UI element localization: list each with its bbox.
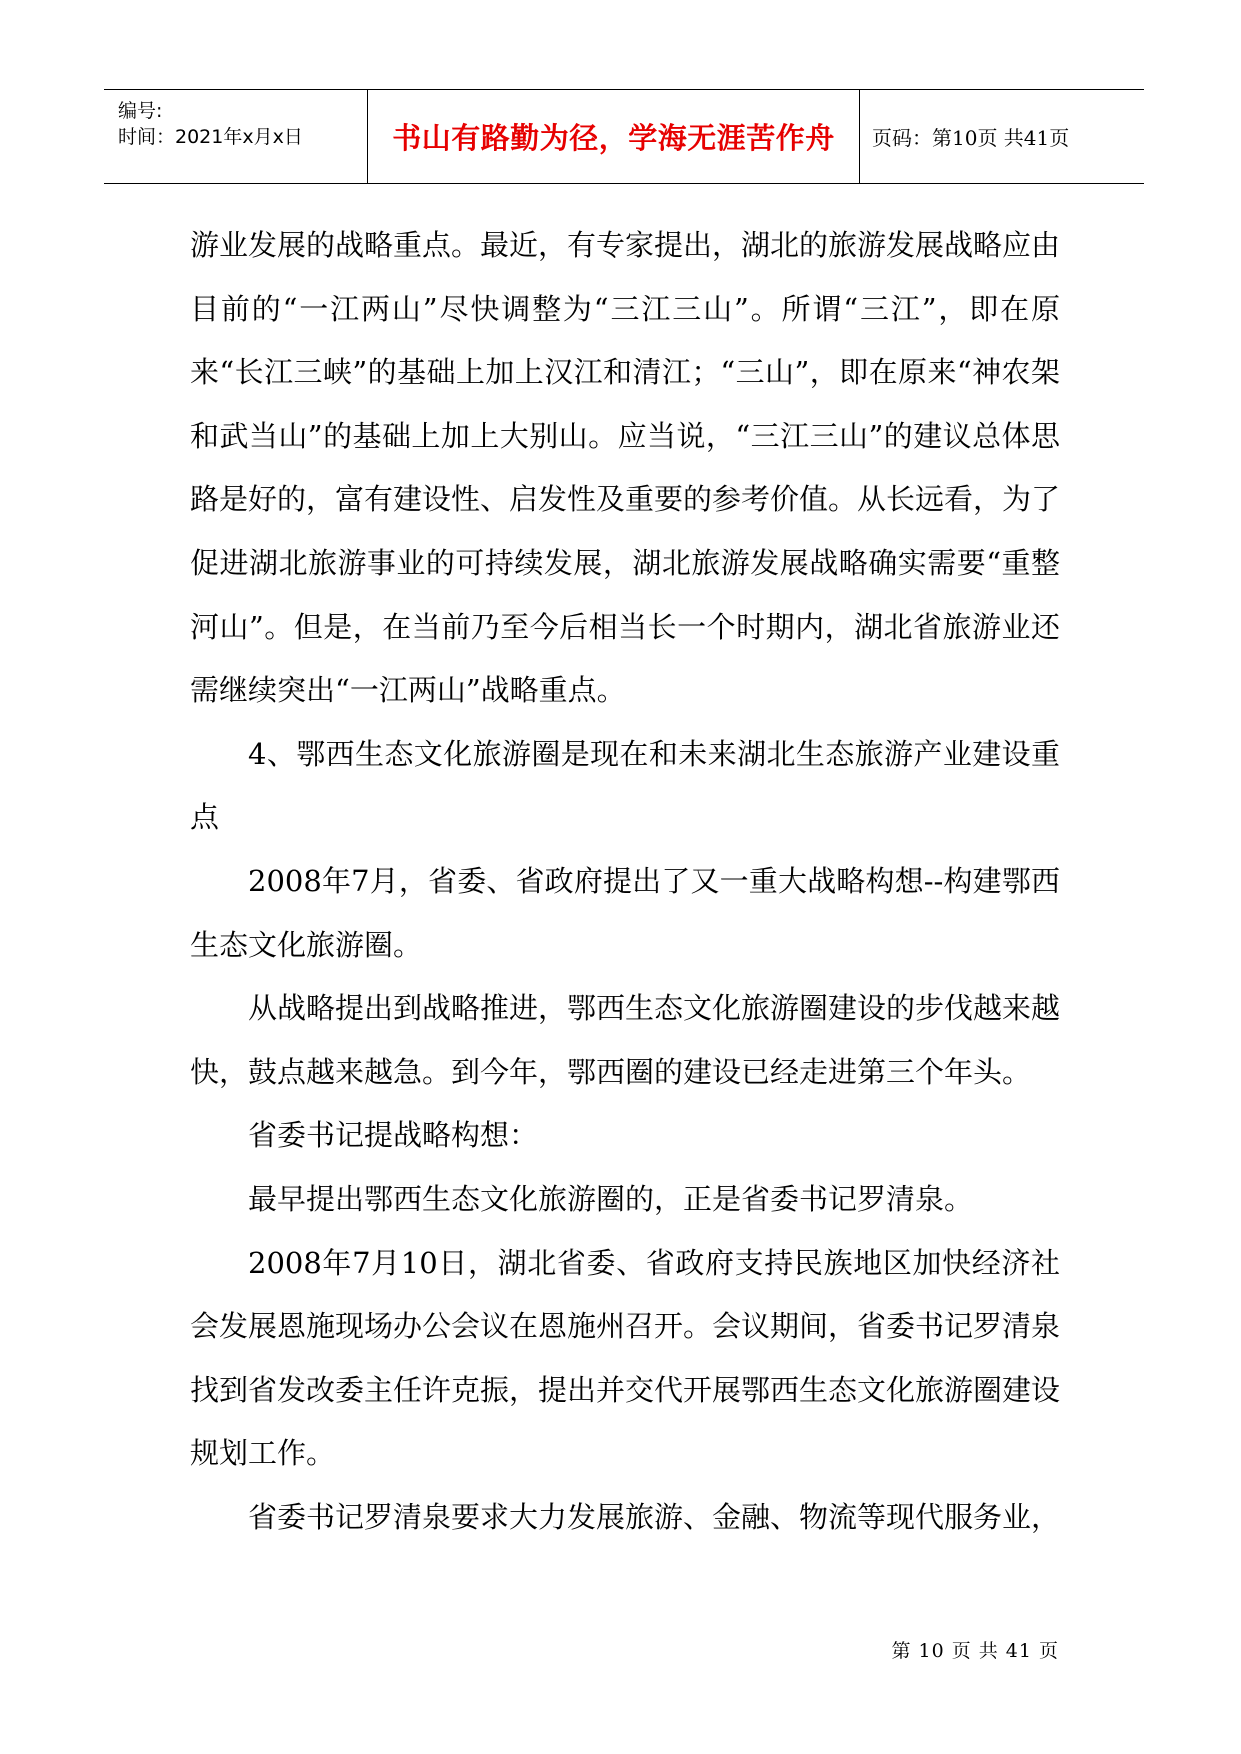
header-page-cell (860, 90, 1144, 183)
page-header (104, 89, 1144, 184)
paragraph: 从战略提出到战略推进，鄂西生态文化旅游圈建设的步伐越来越快，鼓点越来越急。到今年，鄂西圈的建设已经走进第三个年头。 (190, 991, 1061, 1089)
section-heading: 4、鄂西生态文化旅游圈是现在和未来湖北生态旅游产业建设重点 (190, 736, 1060, 835)
header-meta-cell (104, 90, 368, 183)
document-number-label: 编号: (118, 100, 163, 122)
document-body (190, 214, 1060, 1549)
paragraph: 2008年7月，省委、省政府提出了又一重大战略构想--构建鄂西生态文化旅游圈。 (190, 863, 1060, 962)
paragraph: 省委书记提战略构想： (248, 1118, 539, 1153)
header-motto-cell (368, 90, 860, 183)
paragraph: 最早提出鄂西生态文化旅游圈的，正是省委书记罗清泉。 (248, 1181, 974, 1216)
paragraph: 省委书记罗清泉要求大力发展旅游、金融、物流等现代服务业， (248, 1499, 1061, 1534)
header-page-info: 页码：第10页 共41页 (872, 126, 1070, 150)
document-time-label: 时间：2021年x月x日 (118, 126, 303, 148)
header-motto: 书山有路勤为径，学海无涯苦作舟 (392, 121, 835, 155)
page-footer: 第 10 页 共 41 页 (891, 1640, 1059, 1662)
paragraph: 游业发展的战略重点。最近，有专家提出，湖北的旅游发展战略应由目前的“一江两山”尽快调整为“三江三山”。所谓“三江”，即在原来“长江三峡”的基础上加上汉江和清江；“三山”，即在原来“神农架和武当山”的基础上加上大别山。应当说，“三江三山”的建议总体思路是好的，富有建设性、启发性及重要的参考价值。从长远看，为了促进湖北旅游事业的可持续发展，湖北旅游发展战略确实需要“重整河山”。但是，在当前乃至今后相当长一个时期内，湖北省旅游业还需继续突出“一江两山”战略重点。 (190, 228, 1061, 708)
paragraph: 2008年7月10日，湖北省委、省政府支持民族地区加快经济社会发展恩施现场办公会议在恩施州召开。会议期间，省委书记罗清泉找到省发改委主任许克振，提出并交代开展鄂西生态文化旅游圈建设规划工作。 (190, 1245, 1061, 1471)
